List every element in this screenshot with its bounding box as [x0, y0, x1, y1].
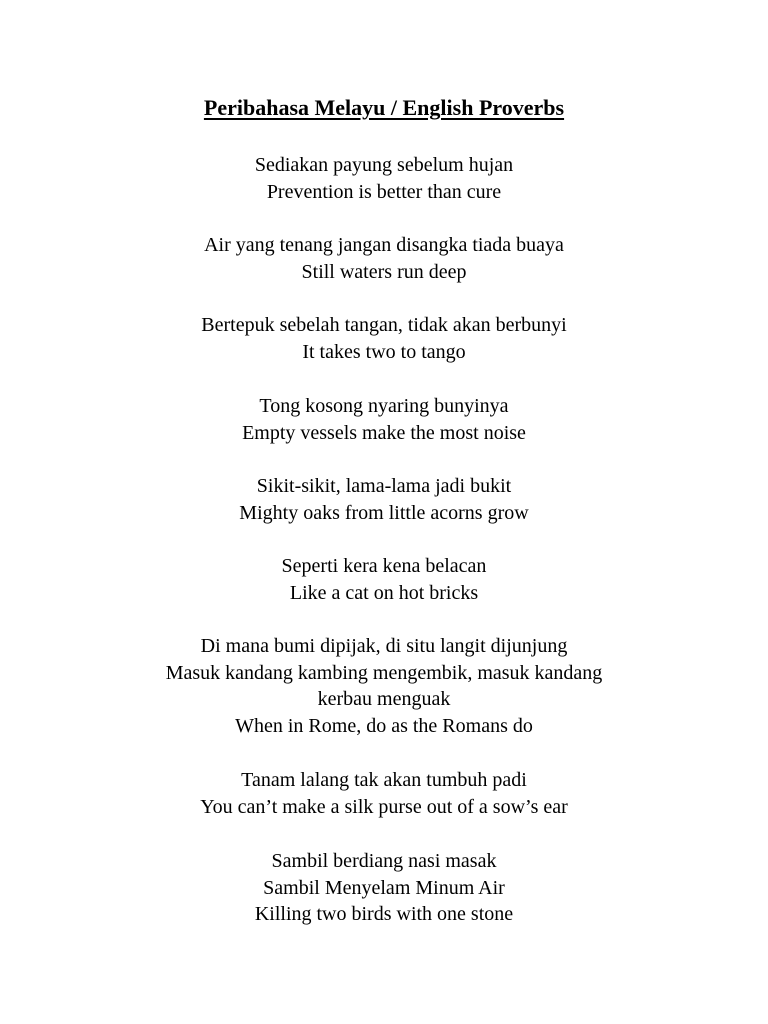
page-title-text: Peribahasa Melayu / English Proverbs [203, 95, 565, 120]
proverb-group [0, 312, 768, 365]
proverb-group [0, 393, 768, 446]
proverb-line: Sambil Menyelam Minum Air [263, 876, 505, 899]
proverb-group [0, 152, 768, 205]
proverb-line: Sediakan payung sebelum hujan [254, 154, 514, 176]
proverb-group [0, 473, 768, 526]
proverb-line: Tanam lalang tak akan tumbuh padi [241, 769, 527, 791]
proverb-group [0, 232, 768, 285]
proverb-line: Empty vessels make the most noise [242, 421, 526, 444]
proverb-line: Prevention is better than cure [266, 180, 502, 203]
proverb-line: Sikit-sikit, lama-lama jadi bukit [256, 475, 512, 497]
proverb-line: Mighty oaks from little acorns grow [239, 501, 529, 524]
proverb-group [0, 767, 768, 820]
page-title [0, 94, 768, 122]
proverb-line: You can’t make a silk purse out of a sow’s ear [200, 795, 568, 818]
proverb-group [0, 633, 768, 739]
proverb-line: Seperti kera kena belacan [281, 555, 487, 577]
proverb-line: When in Rome, do as the Romans do [235, 714, 533, 737]
proverb-line: Di mana bumi dipijak, di situ langit dijunjung [200, 635, 568, 657]
proverb-line: It takes two to tango [302, 340, 466, 363]
proverb-line: Killing two birds with one stone [254, 903, 514, 925]
proverb-line: Bertepuk sebelah tangan, tidak akan berbunyi [201, 314, 567, 336]
proverb-line: kerbau menguak [317, 688, 451, 710]
proverb-group [0, 553, 768, 606]
proverb-line: Masuk kandang kambing mengembik, masuk kandang [165, 661, 603, 684]
proverb-line: Like a cat on hot bricks [289, 581, 479, 604]
proverb-line: Air yang tenang jangan disangka tiada buaya [204, 234, 564, 256]
proverb-line: Tong kosong nyaring bunyinya [259, 395, 509, 417]
proverb-line: Sambil berdiang nasi masak [271, 850, 497, 872]
proverb-group [0, 848, 768, 928]
proverb-line: Still waters run deep [301, 260, 467, 283]
